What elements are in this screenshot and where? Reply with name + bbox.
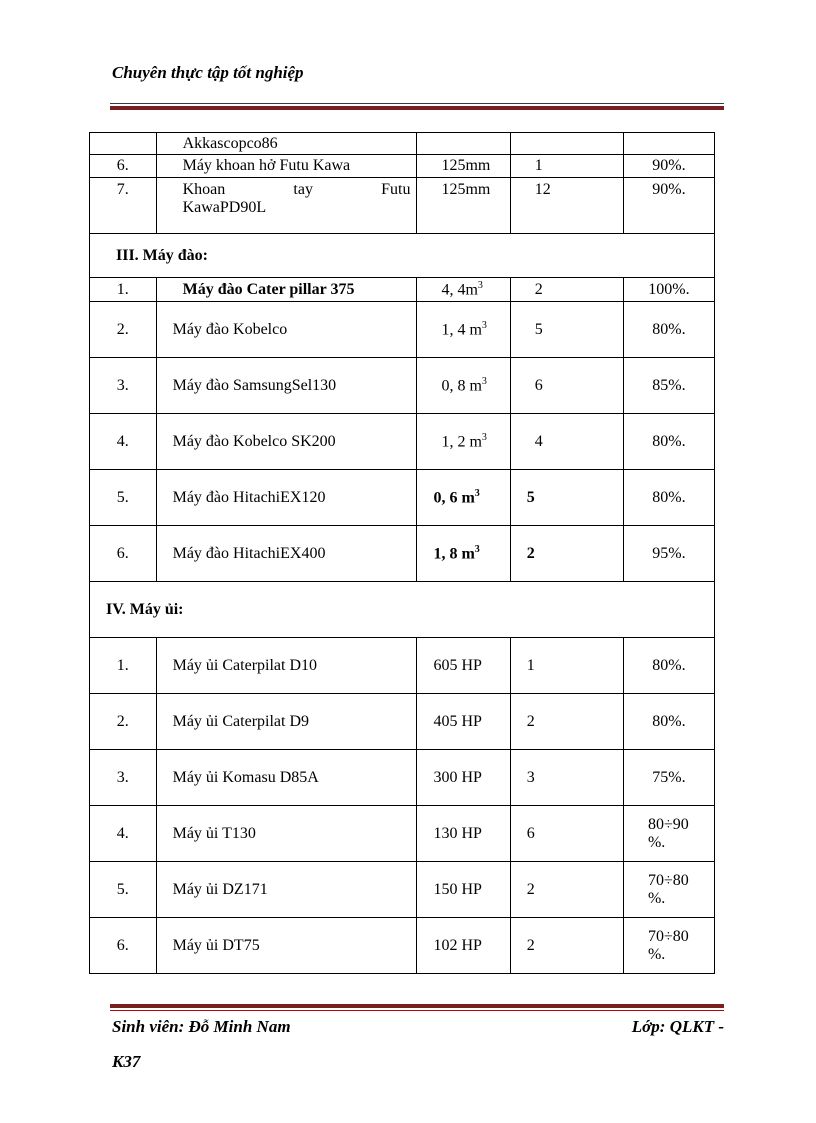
footer-student: Sinh viên: Đỗ Minh Nam (112, 1017, 291, 1036)
table-row: 3. Máy đào SamsungSel130 0, 8 $m^3$ 6 85%. (90, 358, 715, 414)
table-row: 6. Máy khoan hở Futu Kawa 125mm 1 90%. (90, 155, 715, 178)
table-row: 2. Máy ủi Caterpilat D9 405 HP 2 80%. (90, 694, 715, 750)
table-row: 5. Máy đào HitachiEX120 0, 6 $m^3$ 5 80%. (90, 470, 715, 526)
table-row: 7. Khoan tay Futu KawaPD90L 125mm 12 90%. (90, 178, 715, 234)
table-row: 1. Máy đào Cater pillar 375 4, $4m^3$ 2 100%. (90, 278, 715, 302)
footer-class-continued: K37 (112, 1052, 141, 1071)
section-heading-row: IV. Máy ủi: (90, 582, 715, 638)
table-row: 1. Máy ủi Caterpilat D10 605 HP 1 80%. (90, 638, 715, 694)
page-header-title: Chuyên thực tập tốt nghiệp (112, 63, 304, 82)
footer-rule (110, 1004, 724, 1011)
section-heading-row: III. Máy đào: (90, 234, 715, 278)
table-row: 5. Máy ủi DZ171 150 HP 2 70÷80 %. (90, 862, 715, 918)
table-row: 2. Máy đào Kobelco 1, 4 $m^3$ 5 80%. (90, 302, 715, 358)
table-row: 6. Máy đào HitachiEX400 1, 8 $m^3$ 2 95%. (90, 526, 715, 582)
header-rule (110, 103, 724, 110)
equipment-table (89, 132, 715, 974)
footer-class: Lớp: QLKT - (631, 1017, 724, 1036)
table-row: 4. Máy đào Kobelco SK200 1, 2 $m^3$ 4 80%. (90, 414, 715, 470)
table-row: 3. Máy ủi Komasu D85A 300 HP 3 75%. (90, 750, 715, 806)
table-row: Akkascopco86 (90, 133, 715, 155)
table-row: 4. Máy ủi T130 130 HP 6 80÷90 %. (90, 806, 715, 862)
table-row: 6. Máy ủi DT75 102 HP 2 70÷80 %. (90, 918, 715, 974)
